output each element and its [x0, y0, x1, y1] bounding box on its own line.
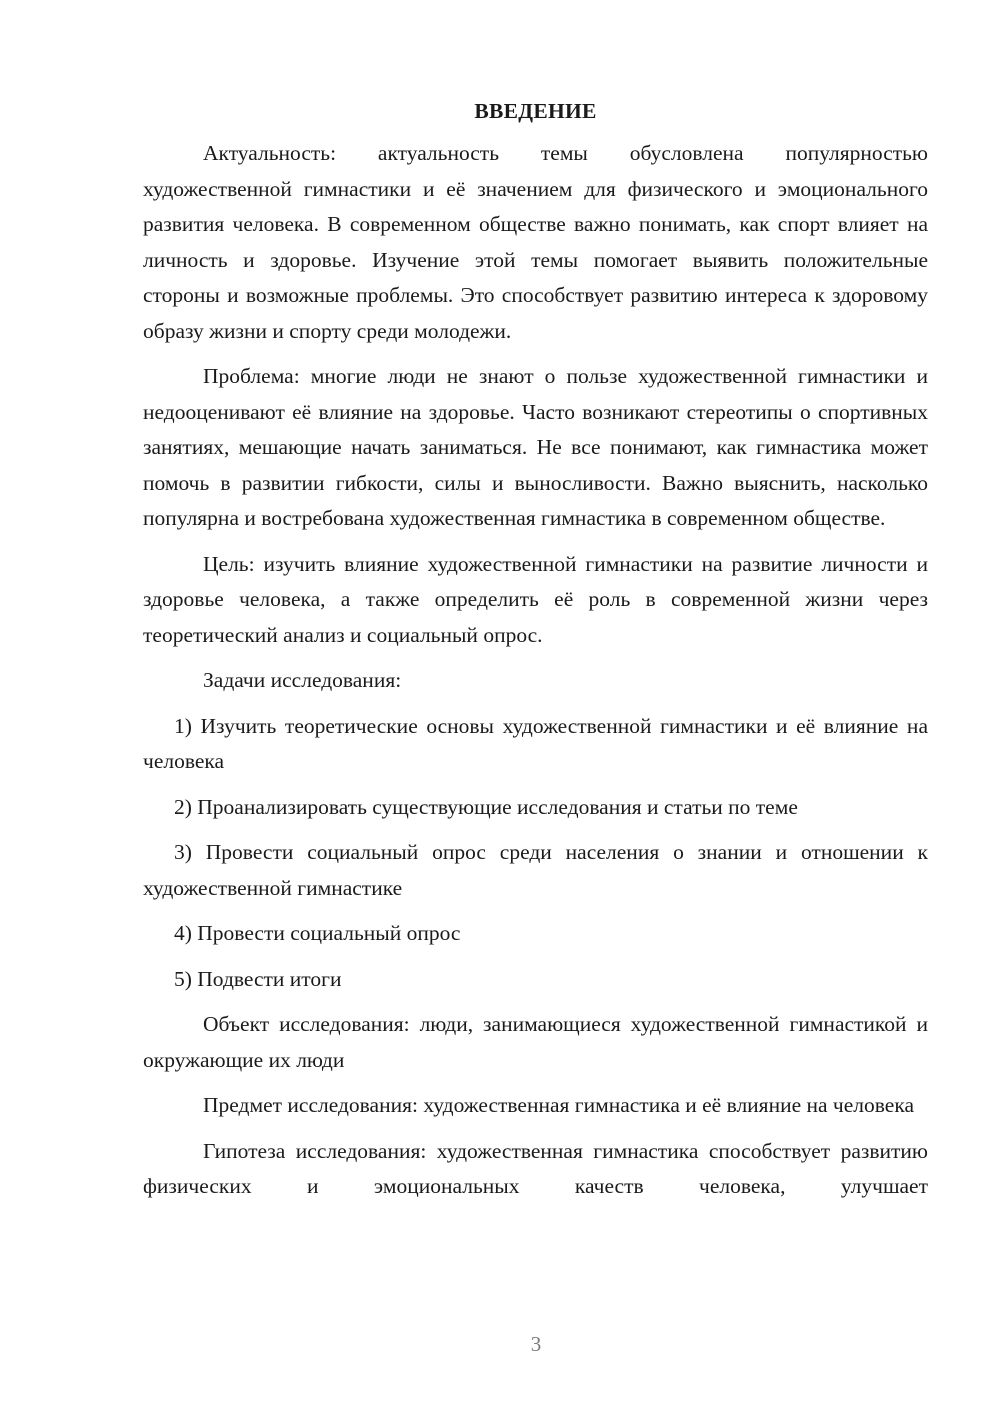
object-paragraph: Объект исследования: люди, занимающиеся художественной гимнастикой и окружающие их люди: [143, 1012, 928, 1072]
tasks-heading: Задачи исследования:: [203, 668, 402, 692]
task-item-5: 5) Подвести итоги: [174, 966, 342, 991]
goal-paragraph: Цель: изучить влияние художественной гимнастики на развитие личности и здоровье человека, а также определить её роль в современной жизни через теоретический анализ и социальный опрос.: [143, 551, 928, 647]
task-item-1: 1) Изучить теоретические основы художественной гимнастики и её влияние на человека: [143, 713, 928, 773]
task-item-3: 3) Провести социальный опрос среди населения о знании и отношении к художественной гимнастике: [143, 840, 928, 900]
problem-paragraph: Проблема: многие люди не знают о пользе художественной гимнастики и недооценивают её влияние на здоровье. Часто возникают стереотипы о спортивных занятиях, мешающие начать заниматься. Не все понимают, как гимнастика может помочь в развитии гибкости, силы и выносливости. Важно выяснить, насколько популярна и востребована художественная гимнастика в современном обществе.: [143, 364, 928, 530]
page-number: 3: [530, 1332, 542, 1356]
subject-paragraph: Предмет исследования: художественная гимнастика и её влияние на человека: [203, 1093, 914, 1117]
document-page: [143, 95, 928, 1215]
page-title: ВВЕДЕНИЕ: [474, 99, 597, 123]
relevance-paragraph: Актуальность: актуальность темы обусловлена популярностью художественной гимнастики и её значением для физического и эмоционального развития человека. В современном обществе важно понимать, как спорт влияет на личность и здоровье. Изучение этой темы помогает выявить положительные стороны и возможные проблемы. Это способствует развитию интереса к здоровому образу жизни и спорту среди молодежи.: [143, 141, 928, 343]
task-item-2: 2) Проанализировать существующие исследования и статьи по теме: [174, 794, 798, 819]
task-item-4: 4) Провести социальный опрос: [174, 921, 461, 945]
hypothesis-paragraph: Гипотеза исследования: художественная гимнастика способствует развитию физических и эмоциональных качеств человека, улучшает: [143, 1138, 928, 1198]
